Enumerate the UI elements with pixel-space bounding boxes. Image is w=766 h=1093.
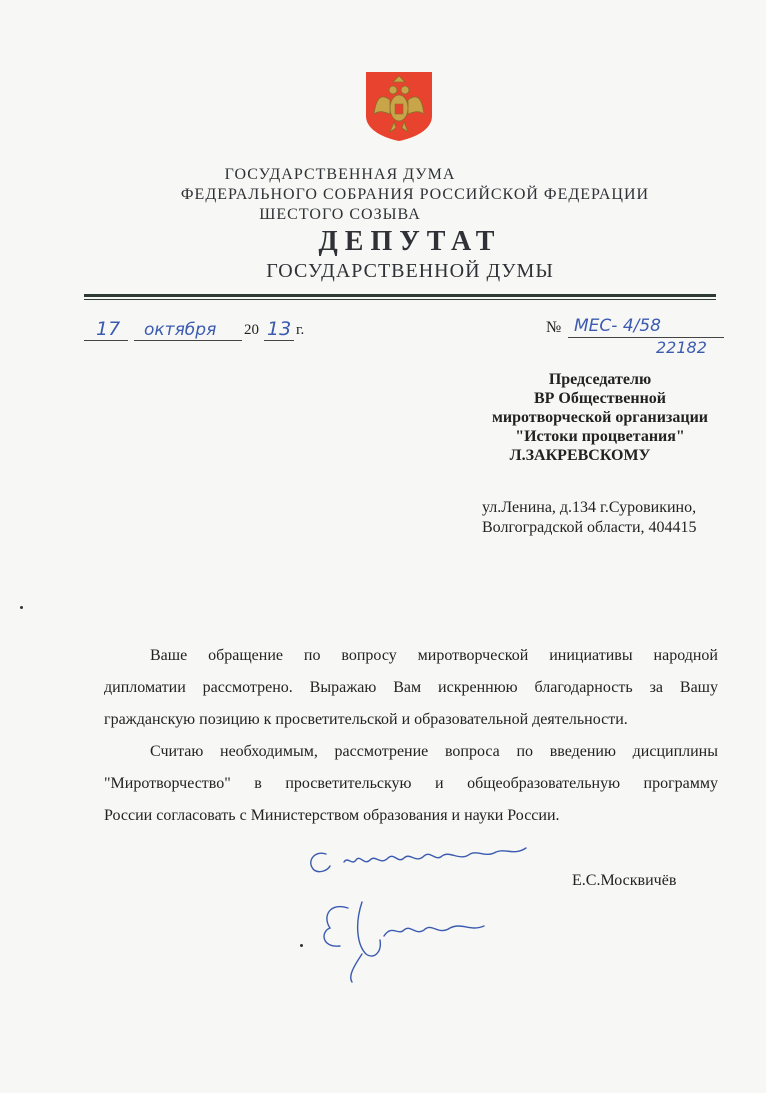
date-day: 17	[96, 318, 121, 340]
body-paragraph-1-line-1: Ваше обращение по вопросу миротворческой инициативы народной	[150, 647, 718, 664]
number-sign: №	[546, 319, 562, 336]
date-g: г.	[296, 322, 305, 338]
signatory-name: Е.С.Москвичёв	[572, 872, 677, 889]
street-address-line-2: Волгоградской области, 404415	[482, 519, 697, 536]
header-subtitle: ГОСУДАРСТВЕННОЙ ДУМЫ	[266, 260, 554, 282]
date-year-prefix: 20	[244, 322, 259, 338]
body-paragraph-2-line-2: "Миротворчество" в просветительскую и общеобразовательную программу	[104, 775, 718, 792]
handwritten-signature	[300, 836, 540, 986]
header-title: ДЕПУТАТ	[318, 226, 502, 257]
header-rule-thick	[84, 294, 716, 297]
body-paragraph-2-line-1: Считаю необходимым, рассмотрение вопроса по введению дисциплины	[150, 743, 718, 760]
body-paragraph-1-line-2: дипломатии рассмотрено. Выражаю Вам искреннюю благодарность за Вашу	[104, 679, 718, 696]
addressee-line-1: Председателю	[548, 371, 652, 388]
street-address-line-1: ул.Ленина, д.134 г.Суровикино,	[482, 499, 697, 516]
header-rule-thin	[84, 299, 716, 300]
addressee-line-5: Л.ЗАКРЕВСКОМУ	[509, 447, 651, 464]
date-day-underline	[84, 340, 128, 341]
body-paragraph-1-line-3: гражданскую позицию к просветительской и образовательной деятельности.	[104, 711, 628, 728]
addressee-line-3: миротворческой организации	[491, 409, 709, 426]
header-line-3: ШЕСТОГО СОЗЫВА	[259, 206, 421, 223]
registration-number	[546, 316, 726, 360]
scan-speck	[300, 944, 303, 947]
header-line-1: ГОСУДАРСТВЕННАЯ ДУМА	[224, 166, 456, 183]
date-year-suffix: 13	[267, 318, 292, 340]
date-month-underline	[134, 340, 242, 341]
russian-coat-of-arms-emblem	[364, 70, 434, 142]
number-value: МЕС- 4/58	[574, 316, 661, 336]
body-paragraph-2-line-3: России согласовать с Министерством образования и науки России.	[104, 807, 560, 824]
number-extra: 22182	[656, 338, 707, 357]
date-line	[84, 318, 344, 346]
addressee-line-2: ВР Общественной	[533, 390, 667, 407]
scan-speck	[20, 606, 23, 609]
date-month: октября	[144, 320, 217, 340]
header-line-2: ФЕДЕРАЛЬНОГО СОБРАНИЯ РОССИЙСКОЙ ФЕДЕРАЦИИ	[180, 186, 650, 203]
date-year-underline	[264, 340, 294, 341]
addressee-line-4: "Истоки процветания"	[515, 428, 685, 445]
